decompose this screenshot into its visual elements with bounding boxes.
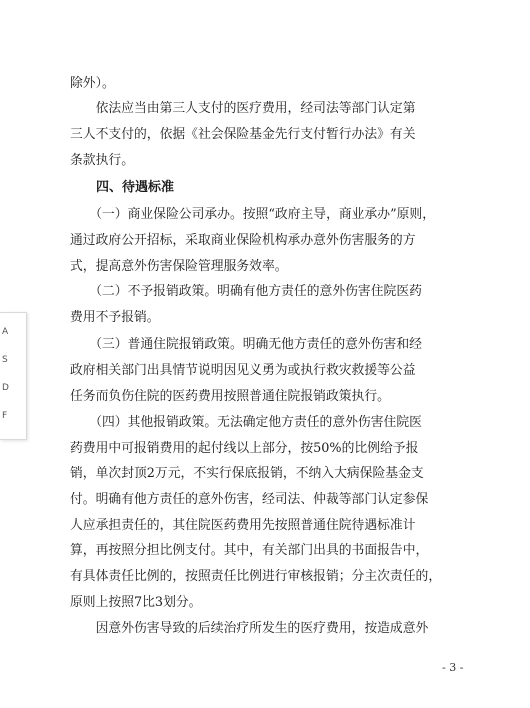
text-line: （三）普通住院报销政策。明确无他方责任的意外伤害和经 xyxy=(70,337,422,352)
page-number: - 3 - xyxy=(442,661,464,674)
text-line: 有具体责任比例的，按照责任比例进行审核报销；分主次责任的， xyxy=(70,569,442,584)
text-line: 政府相关部门出具情节说明因见义勇为或执行救灾救援等公益 xyxy=(70,363,416,378)
side-tab-letter: S xyxy=(2,355,8,365)
text-line: （二）不予报销政策。明确有他方责任的意外伤害住院医药 xyxy=(70,284,422,299)
text-line: 式，提高意外伤害保险管理服务效率。 xyxy=(70,259,288,274)
text-line: 算，再按照分担比例支付。其中，有关部门出具的书面报告中， xyxy=(70,543,429,558)
side-panel-tab[interactable] xyxy=(0,312,27,440)
text-line: 人应承担责任的，其住院医药费用先按照普通住院待遇标准计 xyxy=(70,518,416,533)
text-line: 销，单次封顶2万元，不实行保底报销，不纳入大病保险基金支 xyxy=(70,466,424,481)
side-tab-letter: A xyxy=(2,327,9,337)
text-line: 通过政府公开招标，采取商业保险机构承办意外伤害服务的方 xyxy=(70,233,416,248)
text-line: （一）商业保险公司承办。按照“政府主导，商业承办”原则， xyxy=(70,207,435,222)
side-tab-letter: D xyxy=(2,383,9,393)
text-line: 条款执行。 xyxy=(70,153,134,168)
text-line: 药费用中可报销费用的起付线以上部分，按50%的比例给予报 xyxy=(70,441,419,456)
text-line: 原则上按照7比3划分。 xyxy=(70,595,202,610)
text-line: 任务而负伤住院的医药费用按照普通住院报销政策执行。 xyxy=(70,389,390,404)
side-tab-letter: F xyxy=(2,411,8,421)
text-line: 因意外伤害导致的后续治疗所发生的医疗费用，按造成意外 xyxy=(70,621,429,636)
text-line: 付。明确有他方责任的意外伤害，经司法、仲裁等部门认定参保 xyxy=(70,492,429,507)
text-line: 除外）。 xyxy=(70,76,115,91)
text-line: 费用不予报销。 xyxy=(70,310,160,325)
text-line: 三人不支付的，依据《社会保险基金先行支付暂行办法》有关 xyxy=(70,127,416,142)
section-heading: 四、待遇标准 xyxy=(70,180,175,195)
text-line: （四）其他报销政策。无法确定他方责任的意外伤害住院医 xyxy=(70,415,422,430)
text-line: 依法应当由第三人支付的医疗费用，经司法等部门认定第 xyxy=(70,101,416,116)
